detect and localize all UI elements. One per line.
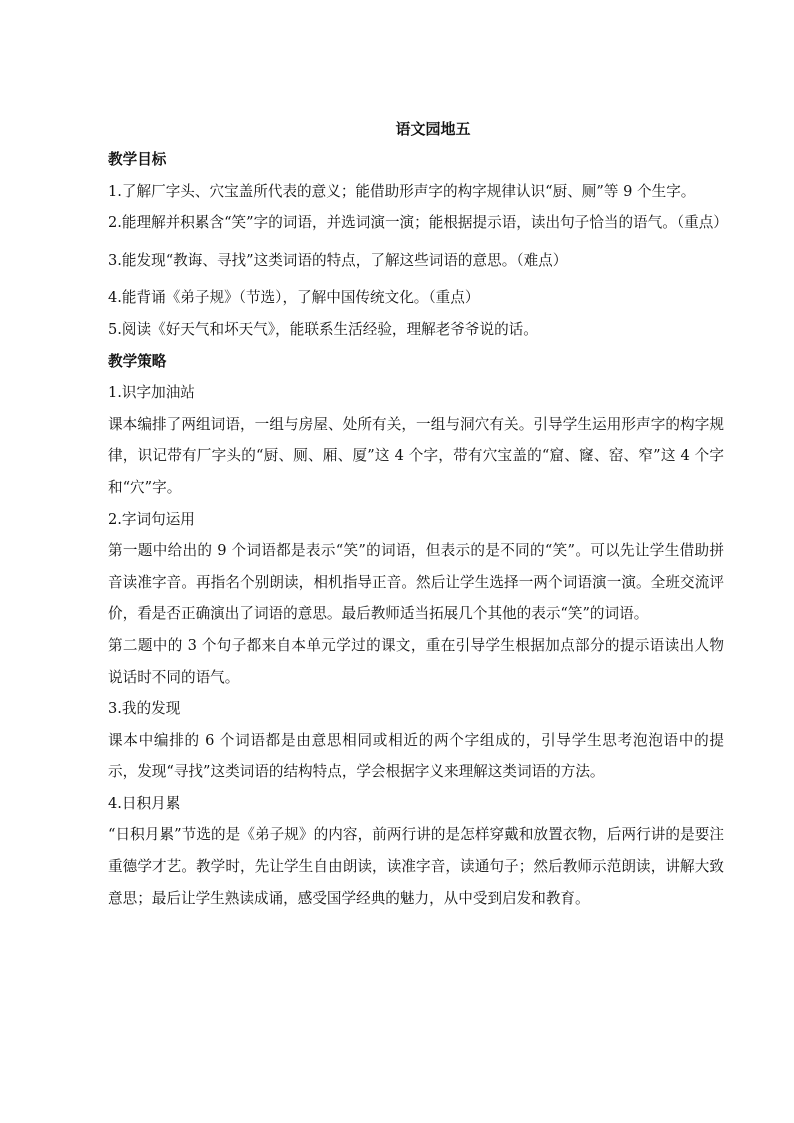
section-title-literacy: 1.识字加油站 (108, 384, 195, 402)
section-paragraph: 第一题中给出的 9 个词语都是表示“笑”的词语，但表示的是不同的“笑”。可以先让学生借助拼音读准字音。再指名个别朗读，相机指导正音。然后让学生选择一两个词语演一演。全班交流评价，看是否正确演出了词语的意思。最后教师适当拓展几个其他的表示“笑”的词语。 (108, 542, 724, 623)
objective-item: 4.能背诵《弟子规》（节选），了解中国传统文化。（重点） (108, 289, 480, 307)
objective-item: 2.能理解并积累含“笑”字的词语，并选词演一演；能根据提示语，读出句子恰当的语气。（重点） (108, 214, 728, 232)
section-title-accumulation: 4.日积月累 (108, 794, 181, 812)
section-paragraph: “日积月累”节选的是《弟子规》的内容，前两行讲的是怎样穿戴和放置衣物，后两行讲的是要注重德学才艺。教学时，先让学生自由朗读，读准字音，读通句子；然后教师示范朗读，讲解大致意思；最后让学生熟读成诵，感受国学经典的魅力，从中受到启发和教育。 (108, 826, 724, 907)
section-paragraph: 课本中编排的 6 个词语都是由意思相同或相近的两个字组成的，引导学生思考泡泡语中的提示，发现“寻找”这类词语的结构特点，学会根据字义来理解这类词语的方法。 (108, 731, 724, 781)
objectives-heading: 教学目标 (108, 151, 167, 168)
objective-item: 5.阅读《好天气和坏天气》，能联系生活经验，理解老爷爷说的话。 (108, 320, 538, 338)
document-title: 语文园地五 (395, 120, 471, 138)
document-body (108, 114, 728, 914)
section-title-words: 2.字词句运用 (108, 510, 195, 528)
objective-item: 3.能发现“教诲、寻找”这类词语的特点，了解这些词语的意思。（难点） (108, 251, 568, 269)
objective-item: 1.了解厂字头、穴宝盖所代表的意义；能借助形声字的构字规律认识“厨、厕”等 9 个生字。 (108, 182, 696, 200)
section-paragraph: 课本编排了两组词语，一组与房屋、处所有关，一组与洞穴有关。引导学生运用形声字的构字规律，识记带有厂字头的“厨、厕、厢、厦”这 4 个字，带有穴宝盖的“窟、窿、窑、窄”这 4 个字和“穴”字。 (108, 415, 724, 496)
section-paragraph: 第二题中的 3 个句子都来自本单元学过的课文，重在引导学生根据加点部分的提示语读出人物说话时不同的语气。 (108, 636, 724, 686)
strategies-heading: 教学策略 (108, 352, 167, 370)
section-title-discovery: 3.我的发现 (108, 700, 181, 718)
